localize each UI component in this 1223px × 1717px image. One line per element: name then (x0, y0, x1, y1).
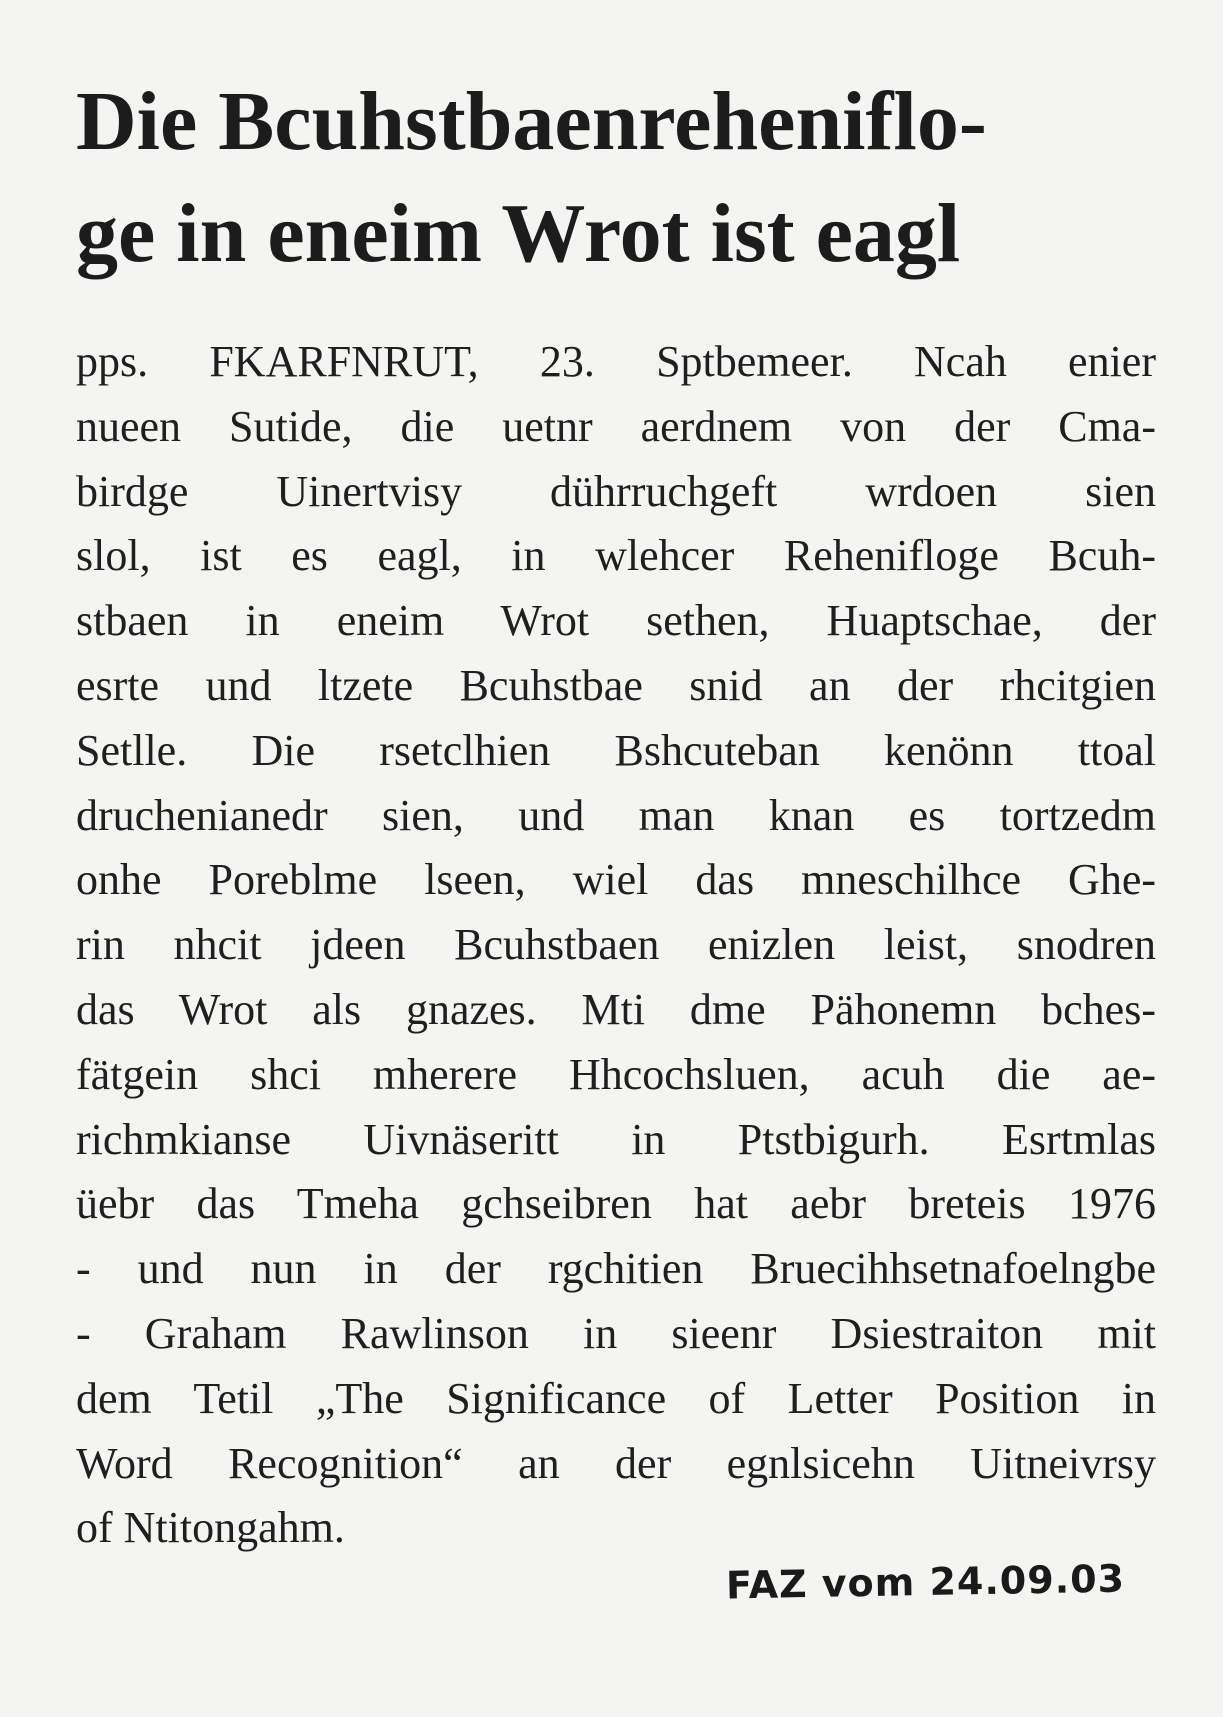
body-line: birdge Uinertvisy dührruchgeft wrdoen sien (76, 466, 1156, 516)
handwritten-source-note: FAZ vom 24.09.03 (725, 1556, 1126, 1608)
body-line: nueen Sutide, die uetnr aerdnem von der Cma- (76, 401, 1156, 451)
body-line: slol, ist es eagl, in wlehcer Rehenifloge Bcuh- (76, 531, 1156, 581)
body-line: esrte und ltzete Bcuhstbae snid an der rhcitgien (76, 660, 1156, 710)
body-line: onhe Poreblme lseen, wiel das mneschilhce Ghe- (76, 855, 1156, 905)
headline-line: ge in eneim Wrot ist eagl (76, 187, 961, 280)
body-line: Setlle. Die rsetclhien Bshcuteban kenönn ttoal (76, 725, 1156, 775)
body-line: of Ntitongahm. (76, 1503, 345, 1553)
headline (76, 66, 1166, 290)
body-line: pps. FKARFNRUT, 23. Sptbemeer. Ncah enier (76, 337, 1156, 386)
body-line: üebr das Tmeha gchseibren hat aebr breteis 1976 (76, 1179, 1156, 1229)
body-line: - und nun in der rgchitien Bruecihhsetnafoelngbe (76, 1244, 1156, 1294)
body-line: richmkianse Uivnäseritt in Ptstbigurh. Esrtmlas (76, 1114, 1156, 1164)
body-line: dem Tetil „The Significance of Letter Position in (76, 1373, 1156, 1423)
body-line: stbaen in eneim Wrot sethen, Huaptschae, der (76, 596, 1156, 646)
body-line: das Wrot als gnazes. Mti dme Pähonemn bches- (76, 984, 1156, 1034)
headline-line: Die Bcuhstbaenreheniflo- (76, 75, 987, 168)
body-line: fätgein shci mherere Hhcochsluen, acuh die ae- (76, 1049, 1156, 1099)
article-body (76, 330, 1156, 1561)
body-line: Word Recognition“ an der egnlsicehn Uitneivrsy (76, 1438, 1156, 1488)
body-line: - Graham Rawlinson in sieenr Dsiestraiton mit (76, 1308, 1156, 1358)
body-line: rin nhcit jdeen Bcuhstbaen enizlen leist, snodren (76, 920, 1156, 970)
body-line: druchenianedr sien, und man knan es tortzedm (76, 790, 1156, 840)
